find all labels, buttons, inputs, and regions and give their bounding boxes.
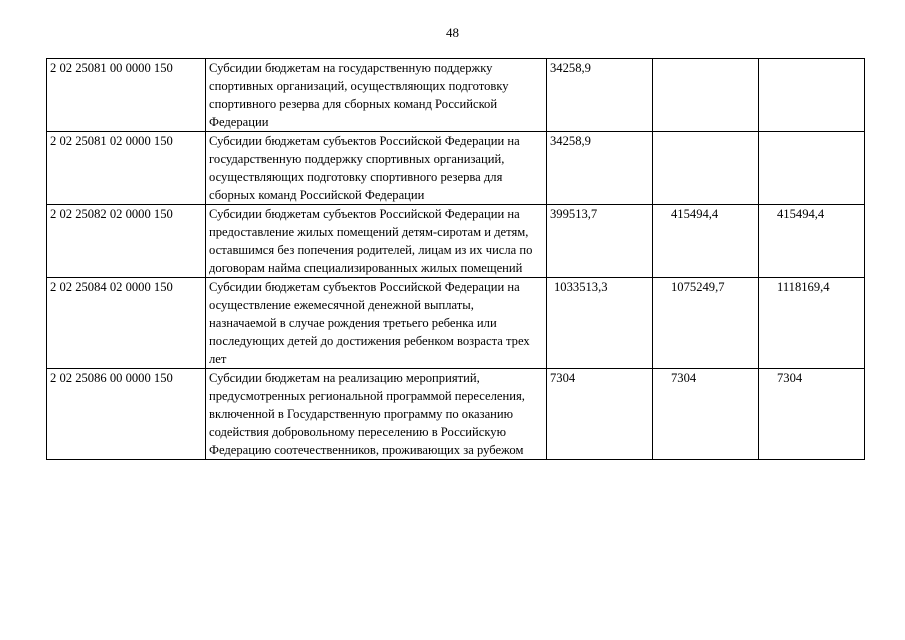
description-cell: Субсидии бюджетам субъектов Российской Федерации на осуществление ежемесячной денежной выплаты, назначаемой в случае рождения третьего ребенка или последующих детей до достижения ребенком возраста трех лет	[206, 278, 547, 369]
value-cell-3	[759, 132, 865, 205]
table-row	[47, 278, 865, 369]
table-row	[47, 59, 865, 132]
value-cell-2: 1075249,7	[653, 278, 759, 369]
value-cell-3: 1118169,4	[759, 278, 865, 369]
value-cell-1: 1033513,3	[547, 278, 653, 369]
description-cell: Субсидии бюджетам на реализацию мероприятий, предусмотренных региональной программой переселения, включенной в Государственную программу по оказанию содействия добровольному переселению в Российскую Федерацию соотечественников, проживающих за рубежом	[206, 369, 547, 460]
budget-code-cell: 2 02 25086 00 0000 150	[47, 369, 206, 460]
value-cell-3: 7304	[759, 369, 865, 460]
table-row	[47, 132, 865, 205]
value-cell-3: 415494,4	[759, 205, 865, 278]
table-row	[47, 369, 865, 460]
value-cell-1: 399513,7	[547, 205, 653, 278]
budget-code-cell: 2 02 25081 02 0000 150	[47, 132, 206, 205]
description-cell: Субсидии бюджетам субъектов Российской Федерации на предоставление жилых помещений детям-сиротам и детям, оставшимся без попечения родителей, лицам из их числа по договорам найма специализированных жилых помещений	[206, 205, 547, 278]
value-cell-1: 34258,9	[547, 59, 653, 132]
budget-code-cell: 2 02 25081 00 0000 150	[47, 59, 206, 132]
value-cell-2: 415494,4	[653, 205, 759, 278]
value-cell-2	[653, 59, 759, 132]
description-cell: Субсидии бюджетам на государственную поддержку спортивных организаций, осуществляющих подготовку спортивного резерва для сборных команд Российской Федерации	[206, 59, 547, 132]
value-cell-2: 7304	[653, 369, 759, 460]
page-number: 48	[446, 25, 459, 40]
budget-code-cell: 2 02 25082 02 0000 150	[47, 205, 206, 278]
description-cell: Субсидии бюджетам субъектов Российской Федерации на государственную поддержку спортивных организаций, осуществляющих подготовку спортивного резерва для сборных команд Российской Федерации	[206, 132, 547, 205]
value-cell-1: 7304	[547, 369, 653, 460]
value-cell-3	[759, 59, 865, 132]
budget-code-cell: 2 02 25084 02 0000 150	[47, 278, 206, 369]
value-cell-1: 34258,9	[547, 132, 653, 205]
budget-revenue-table	[46, 58, 865, 460]
value-cell-2	[653, 132, 759, 205]
table-row	[47, 205, 865, 278]
